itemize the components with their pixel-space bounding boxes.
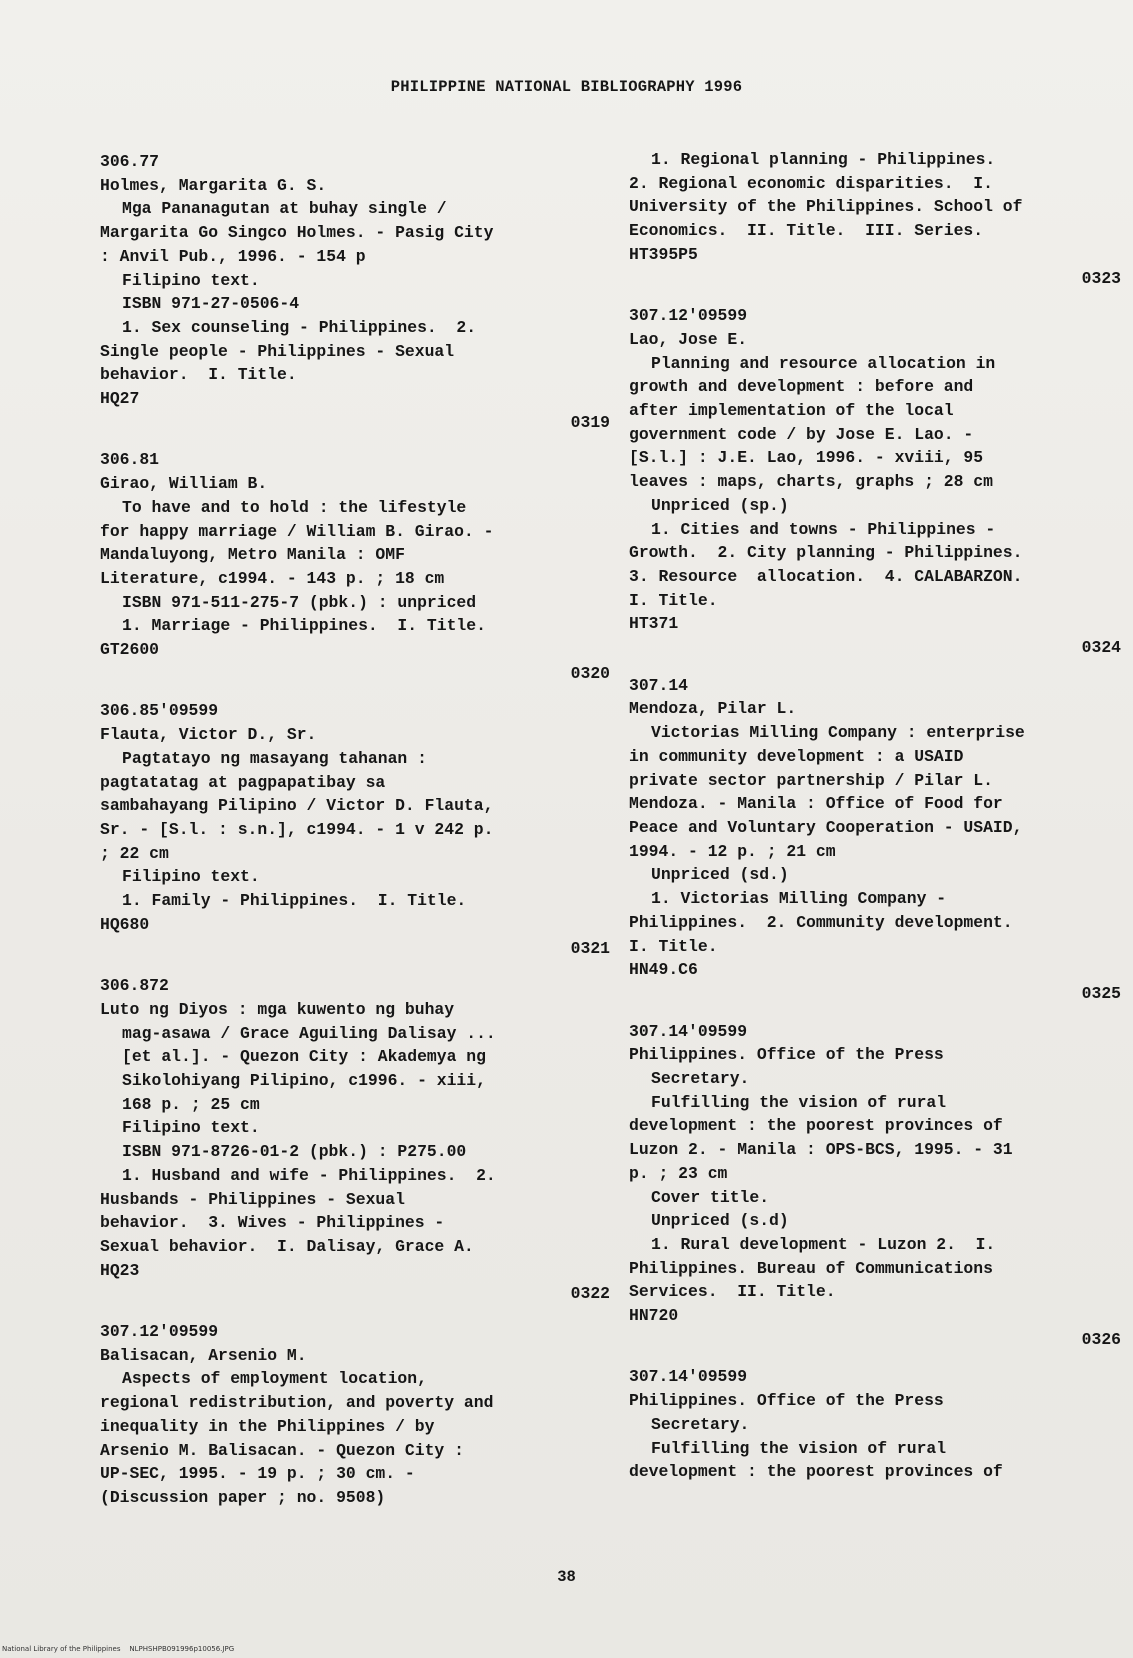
entry-line: 307.14'09599 [629, 1021, 748, 1041]
entry-line: Sikolohiyang Pilipino, c1996. - xiii, [122, 1071, 486, 1091]
entry-line: 1. Cities and towns - Philippines - [651, 519, 996, 539]
entry-line: Pagtatayo ng masayang tahanan : [122, 748, 427, 768]
entry-control-number: 0325 [1081, 983, 1121, 1003]
entry-line: Fulfilling the vision of rural [651, 1092, 947, 1112]
entry-line: inequality in the Philippines / by [100, 1416, 435, 1436]
entry-gap [100, 434, 610, 448]
entry-line: 3. Resource allocation. 4. CALABARZON. [629, 566, 1023, 586]
entry-line: ISBN 971-511-275-7 (pbk.) : unpriced [122, 592, 477, 612]
entry-line: Cover title. [651, 1187, 770, 1207]
entry-line: Planning and resource allocation in [651, 353, 996, 373]
entry-line: 306.872 [100, 976, 169, 996]
entry-line: Victorias Milling Company : enterprise [651, 723, 1025, 743]
entry-line: mag-asawa / Grace Aguiling Dalisay ... [122, 1023, 496, 1043]
entry-line: (Discussion paper ; no. 9508) [100, 1487, 386, 1507]
entry-line: I. Title. [629, 936, 718, 956]
entry-line: behavior. I. Title. [100, 365, 297, 385]
entry-line: Luto ng Diyos : mga kuwento ng buhay [100, 999, 455, 1019]
page-header-title: PHILIPPINE NATIONAL BIBLIOGRAPHY 1996 [390, 78, 743, 96]
entry-line: Girao, William B. [100, 474, 268, 494]
entry-line: Philippines. Office of the Press [629, 1045, 944, 1065]
entry-control-number: 0319 [570, 412, 610, 432]
entry-line: regional redistribution, and poverty and [100, 1393, 494, 1413]
bibliographic-entry [100, 974, 610, 1306]
entry-line: Economics. II. Title. III. Series. [629, 221, 984, 241]
entry-line: Husbands - Philippines - Sexual [100, 1189, 405, 1209]
entry-line: HN49.C6 [629, 960, 698, 980]
entry-line: Unpriced (s.d) [651, 1211, 789, 1231]
entry-line: GT2600 [100, 640, 160, 660]
entry-line: HQ27 [100, 389, 140, 409]
entry-control-number: 0322 [570, 1284, 610, 1304]
entry-line: [S.l.] : J.E. Lao, 1996. - xviii, 95 [629, 448, 984, 468]
entry-line: 1. Family - Philippines. I. Title. [122, 891, 467, 911]
entry-line: 2. Regional economic disparities. I. [629, 173, 993, 193]
entry-gap [100, 685, 610, 699]
entry-line: 1. Sex counseling - Philippines. 2. [122, 317, 477, 337]
entry-line: 307.14 [629, 675, 689, 695]
entry-line: for happy marriage / William B. Girao. - [100, 521, 494, 541]
entry-line: 1. Regional planning - Philippines. [651, 150, 996, 169]
entry-line: 306.85'09599 [100, 701, 219, 721]
entry-line: ISBN 971-27-0506-4 [122, 294, 300, 314]
right-column [629, 148, 1121, 1498]
bibliographic-entry [629, 674, 1121, 1006]
entry-line: I. Title. [629, 590, 718, 610]
entry-line: Lao, Jose E. [629, 329, 748, 349]
entry-line: 306.81 [100, 450, 160, 470]
entry-control-number: 0326 [1081, 1329, 1121, 1349]
entry-line: development : the poorest provinces of [629, 1116, 1003, 1136]
entry-line: growth and development : before and [629, 377, 974, 397]
entry-line: Filipino text. [122, 1118, 260, 1138]
entry-line: Mendoza. - Manila : Office of Food for [629, 794, 1003, 814]
entry-control-number: 0321 [570, 938, 610, 958]
entry-line: Balisacan, Arsenio M. [100, 1345, 307, 1365]
bibliographic-entry [100, 1320, 610, 1510]
entry-line: Growth. 2. City planning - Philippines. [629, 543, 1023, 563]
entry-gap [629, 1484, 1121, 1498]
bibliographic-entry [629, 1020, 1121, 1352]
entry-line: HT371 [629, 614, 679, 634]
entry-line: 1994. - 12 p. ; 21 cm [629, 841, 836, 861]
entry-line: Sexual behavior. I. Dalisay, Grace A. [100, 1236, 474, 1256]
bibliographic-entry [100, 699, 610, 960]
entry-line: Unpriced (sd.) [651, 865, 789, 885]
entry-line: pagtatatag at pagpapatibay sa [100, 772, 386, 792]
entry-line: 1. Husband and wife - Philippines. 2. [122, 1165, 496, 1185]
entry-line: HQ23 [100, 1260, 140, 1280]
entry-gap [629, 660, 1121, 674]
entry-line: Sr. - [S.l. : s.n.], c1994. - 1 v 242 p. [100, 819, 494, 839]
entry-line: 168 p. ; 25 cm [122, 1094, 260, 1114]
entry-gap [629, 1351, 1121, 1365]
entry-control-number: 0323 [1081, 268, 1121, 288]
entry-line: Arsenio M. Balisacan. - Quezon City : [100, 1440, 464, 1460]
entry-line: ; 22 cm [100, 843, 169, 863]
entry-line: Philippines. Bureau of Communications [629, 1258, 993, 1278]
entry-line: Peace and Voluntary Cooperation - USAID, [629, 817, 1023, 837]
entry-line: 1. Rural development - Luzon 2. I. [651, 1234, 996, 1254]
entry-line: Mendoza, Pilar L. [629, 699, 797, 719]
entry-line: behavior. 3. Wives - Philippines - [100, 1213, 445, 1233]
entry-line: Mga Pananagutan at buhay single / [122, 199, 447, 219]
entry-line: Fulfilling the vision of rural [651, 1438, 947, 1458]
entry-line: HT395P5 [629, 244, 698, 264]
entry-line: Single people - Philippines - Sexual [100, 341, 455, 361]
entry-line: Filipino text. [122, 270, 260, 290]
entry-line: 306.77 [100, 152, 160, 171]
entry-line: To have and to hold : the lifestyle [122, 497, 467, 517]
entry-line: government code / by Jose E. Lao. - [629, 424, 974, 444]
entry-line: HQ680 [100, 914, 150, 934]
entry-line: private sector partnership / Pilar L. [629, 770, 993, 790]
entry-line: Philippines. 2. Community development. [629, 912, 1013, 932]
entry-line: 307.12'09599 [629, 306, 748, 326]
bibliographic-entry [100, 448, 610, 685]
bibliographic-entry [629, 148, 1121, 290]
bibliographic-entry [629, 1365, 1121, 1484]
entry-line: Filipino text. [122, 867, 260, 887]
entry-control-number: 0324 [1081, 638, 1121, 658]
entry-line: UP-SEC, 1995. - 19 p. ; 30 cm. - [100, 1464, 415, 1484]
entry-line: 307.12'09599 [100, 1322, 219, 1342]
page-number: 38 [557, 1568, 576, 1586]
bibliographic-entry [629, 304, 1121, 660]
entry-line: Luzon 2. - Manila : OPS-BCS, 1995. - 31 [629, 1140, 1013, 1160]
entry-line: p. ; 23 cm [629, 1163, 728, 1183]
entry-gap [629, 1006, 1121, 1020]
entry-line: Secretary. [651, 1069, 750, 1089]
entry-line: ISBN 971-8726-01-2 (pbk.) : P275.00 [122, 1142, 467, 1162]
entry-line: Aspects of employment location, [122, 1369, 427, 1389]
bibliographic-entry [100, 150, 610, 434]
entry-line: 1. Marriage - Philippines. I. Title. [122, 616, 486, 636]
entry-line: Philippines. Office of the Press [629, 1391, 944, 1411]
entry-line: Unpriced (sp.) [651, 495, 789, 515]
entry-line: development : the poorest provinces of [629, 1462, 1003, 1482]
left-column [100, 150, 610, 1524]
entry-control-number: 0320 [570, 663, 610, 683]
entry-line: Literature, c1994. - 143 p. ; 18 cm [100, 568, 445, 588]
entry-line: sambahayang Pilipino / Victor D. Flauta, [100, 796, 494, 816]
entry-gap [629, 290, 1121, 304]
entry-line: [et al.]. - Quezon City : Akademya ng [122, 1047, 486, 1067]
entry-line: Margarita Go Singco Holmes. - Pasig City [100, 223, 494, 243]
entry-line: University of the Philippines. School of [629, 197, 1023, 217]
entry-line: : Anvil Pub., 1996. - 154 p [100, 246, 366, 266]
entry-line: Services. II. Title. [629, 1282, 836, 1302]
entry-line: Holmes, Margarita G. S. [100, 175, 327, 195]
scan-footer: National Library of the Philippines NLPHSHPB091996p10056.JPG [2, 1645, 235, 1653]
entry-line: 307.14'09599 [629, 1367, 748, 1387]
entry-gap [100, 1306, 610, 1320]
entry-gap [100, 960, 610, 974]
entry-line: leaves : maps, charts, graphs ; 28 cm [629, 472, 993, 492]
entry-line: HN720 [629, 1306, 679, 1326]
entry-line: Mandaluyong, Metro Manila : OMF [100, 545, 405, 565]
entry-line: after implementation of the local [629, 401, 954, 421]
entry-line: Secretary. [651, 1414, 750, 1434]
entry-line: in community development : a USAID [629, 746, 964, 766]
entry-gap [100, 1510, 610, 1524]
entry-line: 1. Victorias Milling Company - [651, 889, 947, 909]
entry-line: Flauta, Victor D., Sr. [100, 725, 317, 745]
